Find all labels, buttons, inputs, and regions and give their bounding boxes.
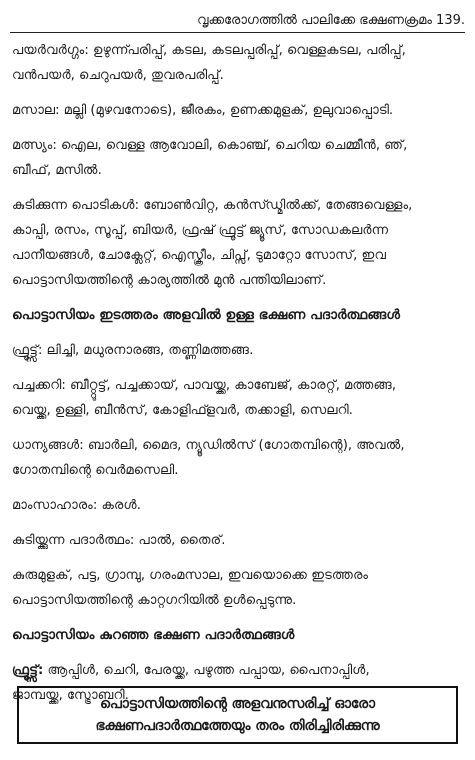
nonveg-paragraph	[12, 493, 463, 518]
text-line: ധാന്യങ്ങൾ: ബാർലി, മൈദ, ന്യൂഡിൽസ് (ഗോതമ്പിന്റെ), അവൽ,	[12, 438, 405, 453]
text-line: കുടിക്കുന്ന പൊടികൾ: ബോൺവിറ്റ, കൻസ്ഡ്മിൽക്ക്, തേങ്ങവെള്ളം,	[12, 198, 413, 213]
text-line: മസാല: മല്ലി (മുഴവനോടെ), ജീരകം, ഉണക്കമുളക്, ഉലുവാപ്പൊടി.	[12, 103, 394, 118]
text-line: പൊട്ടാസിയത്തിന്റെ കാറ്റഗറിയിൽ ഉൾപ്പെടുന്നു.	[12, 593, 297, 608]
text-line	[12, 658, 463, 683]
text-line: ബീഫ്, മസിൽ.	[12, 163, 102, 178]
text-line: വൻപയർ, ചെറുപയർ, തുവരപരിപ്പ്.	[12, 68, 224, 83]
pepper-paragraph	[12, 563, 463, 613]
summary-line: പൊട്ടാസിയത്തിന്റെ അളവനുസരിച്ച് ഓരോ	[100, 696, 375, 712]
grains-paragraph	[12, 433, 463, 483]
text-line: പാനീയങ്ങൾ, ചോക്ലേറ്റ്, ഐസ്ക്രീം, ചിപ്സ്, ടുമാറ്റോ സോസ്, ഇവ	[12, 248, 387, 263]
text-line: കുടിയ്ക്കുന്ന പദാർത്ഥം: പാൽ, തൈര്.	[12, 533, 226, 548]
fish-paragraph	[12, 133, 463, 183]
drinks-paragraph	[12, 528, 463, 553]
text-line: മത്സ്യം: ഐല, വെള്ള ആവോലി, കൊഞ്ച്, ചെറിയ ചെമ്മീൻ, ഞ്,	[12, 138, 408, 153]
page-header	[10, 8, 465, 33]
text-line: കാപ്പി, രസം, സൂപ്പ്, ബിയർ, ഫ്രഷ് ഫ്രൂട്ട് ജ്യൂസ്, സോഡകലർന്ന	[12, 223, 389, 238]
page-content	[12, 38, 463, 718]
spices-paragraph	[12, 98, 463, 123]
low-potassium-heading: പൊട്ടാസിയം കുറഞ്ഞ ഭക്ഷണ പദാർത്ഥങ്ങൾ	[12, 627, 295, 643]
medium-fruits-paragraph	[12, 338, 463, 363]
vegetables-paragraph	[12, 373, 463, 423]
drink-powders-paragraph	[12, 193, 463, 293]
pulses-paragraph	[12, 38, 463, 88]
text-line: കുരുമുളക്, പട്ട, ഗ്രാമ്പു, ഗരംമസാല, ഇവയൊക്കെ ഇടത്തരം	[12, 568, 369, 583]
text-line: മാംസാഹാരം: കരൾ.	[12, 498, 141, 513]
running-title: വൃക്കരോഗത്തിൽ പാലിക്കേ ഭക്ഷണക്രമം 139.	[197, 12, 465, 28]
summary-line: ഭക്ഷണപദാർത്ഥത്തേയും തരം തിരിച്ചിരിക്കുന്നു	[95, 718, 380, 734]
fruits-label: ഫ്രൂട്ട്സ്:	[12, 663, 44, 678]
text-line: ജാമ്പയ്ക്ക, സ്ട്രോബറി.	[12, 688, 129, 703]
text-line: വെയ്ക്ക, ഉള്ളി, ബീൻസ്, കോളിഫ്ളവർ, തക്കാളി, സെലറി.	[12, 403, 353, 418]
text-line: പയർവർഗ്ഗം: ഉഴുന്ന്പരിപ്പ്, കടല, കടലപ്പരിപ്പ്, വെള്ളകടല, പരിപ്പ്,	[12, 43, 406, 58]
medium-potassium-heading: പൊട്ടാസിയം ഇടത്തരം അളവിൽ ഉള്ള ഭക്ഷണ പദാർത്ഥങ്ങൾ	[12, 307, 401, 323]
summary-box	[17, 686, 458, 744]
text-line: ഗോതമ്പിന്റെ വെർമസെലി.	[12, 463, 179, 478]
text-line: പൊട്ടാസിയത്തിന്റെ കാര്യത്തിൽ മുൻ പന്തിയിലാണ്.	[12, 273, 327, 288]
text-line: ഫ്രൂട്ട്സ്: ലിച്ചി, മധുരനാരങ്ങ, തണ്ണിമത്തങ്ങ.	[12, 343, 254, 358]
fruits-list: ആപ്പിൾ, ചെറി, പേരയ്ക്ക, പഴുത്ത പപ്പായ, പൈനാപ്പിൾ,	[43, 663, 370, 678]
text-line: പച്ചക്കറി: ബീറ്റ്റൂട്ട്, പച്ചക്കായ്, പാവയ്ക്ക, കാബേജ്, കാരറ്റ്, മത്തങ്ങ,	[12, 378, 397, 393]
